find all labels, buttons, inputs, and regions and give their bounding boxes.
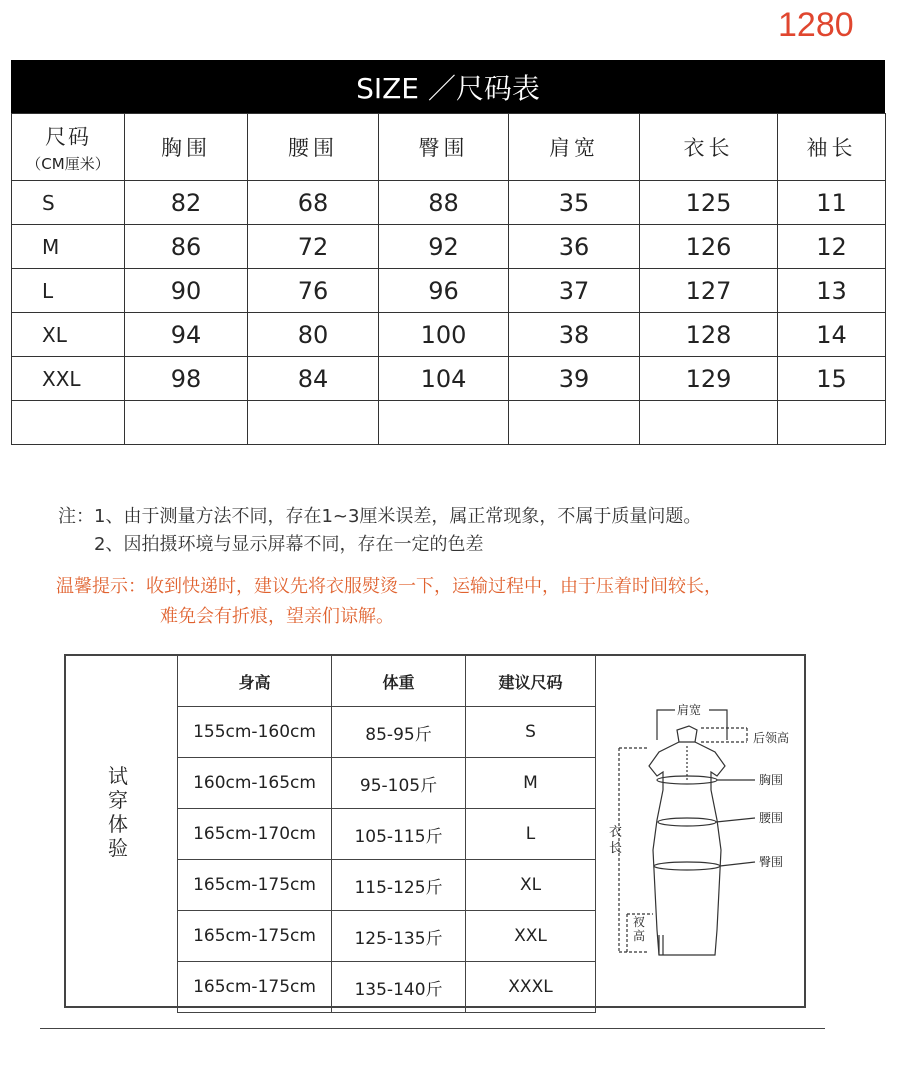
table-cell: 12 xyxy=(778,225,886,269)
empty-cell xyxy=(379,401,509,445)
table-cell: 104 xyxy=(379,357,509,401)
column-header: 肩宽 xyxy=(509,114,640,181)
suggested-size-cell: L xyxy=(466,809,596,860)
height-cell: 165cm-175cm xyxy=(178,860,332,911)
size-table xyxy=(11,113,886,445)
dress-outline xyxy=(649,742,725,955)
column-header: 体重 xyxy=(332,656,466,707)
table-cell: 72 xyxy=(248,225,379,269)
size-header-unit: （CM厘米） xyxy=(26,154,110,173)
table-cell: 128 xyxy=(640,313,778,357)
table-cell: 94 xyxy=(125,313,248,357)
size-cell: M xyxy=(12,225,125,269)
suggested-size-cell: XXXL xyxy=(466,962,596,1013)
tips xyxy=(56,572,722,632)
table-row xyxy=(178,758,596,809)
table-cell: 90 xyxy=(125,269,248,313)
table-cell: 127 xyxy=(640,269,778,313)
fit-experience-label xyxy=(108,764,132,860)
column-header: 身高 xyxy=(178,656,332,707)
side-label-char: 体 xyxy=(108,812,128,836)
shoulder-label: 肩宽 xyxy=(677,703,702,717)
height-cell: 160cm-165cm xyxy=(178,758,332,809)
hip-ellipse xyxy=(654,862,720,870)
table-cell: 80 xyxy=(248,313,379,357)
height-cell: 155cm-160cm xyxy=(178,707,332,758)
empty-cell xyxy=(640,401,778,445)
side-label-char: 验 xyxy=(108,836,128,860)
table-row xyxy=(178,911,596,962)
table-cell: 92 xyxy=(379,225,509,269)
size-header-label: 尺码 xyxy=(45,124,91,149)
table-row xyxy=(12,225,886,269)
table-cell: 129 xyxy=(640,357,778,401)
table-cell: 86 xyxy=(125,225,248,269)
table-cell: 13 xyxy=(778,269,886,313)
table-row xyxy=(12,269,886,313)
tip-line-1: 温馨提示：收到快递时，建议先将衣服熨烫一下，运输过程中，由于压着时间较长， xyxy=(56,576,722,597)
empty-cell xyxy=(248,401,379,445)
column-header: 腰围 xyxy=(248,114,379,181)
table-row xyxy=(12,313,886,357)
suggested-size-cell: XL xyxy=(466,860,596,911)
bottom-divider xyxy=(40,1028,825,1029)
table-row xyxy=(178,707,596,758)
weight-cell: 135-140斤 xyxy=(332,962,466,1013)
size-cell: S xyxy=(12,181,125,225)
size-table-title: SIZE ／尺码表 xyxy=(11,60,885,113)
table-cell: 37 xyxy=(509,269,640,313)
side-label-char: 试 xyxy=(108,764,128,788)
table-cell: 98 xyxy=(125,357,248,401)
weight-cell: 95-105斤 xyxy=(332,758,466,809)
column-header: 建议尺码 xyxy=(466,656,596,707)
waist-leader xyxy=(716,818,755,822)
collar-bracket xyxy=(701,728,747,742)
size-header-cell xyxy=(12,114,125,181)
empty-cell xyxy=(509,401,640,445)
note-line-2: 2、因拍摄环境与显示屏幕不同，存在一定的色差 xyxy=(94,534,484,555)
table-row xyxy=(178,860,596,911)
suggested-size-cell: S xyxy=(466,707,596,758)
table-cell: 35 xyxy=(509,181,640,225)
product-code: 1280 xyxy=(778,6,854,44)
length-label: 衣长 xyxy=(609,825,623,856)
table-cell: 84 xyxy=(248,357,379,401)
column-header: 袖长 xyxy=(778,114,886,181)
table-cell: 126 xyxy=(640,225,778,269)
empty-cell xyxy=(125,401,248,445)
table-row xyxy=(178,809,596,860)
hip-leader xyxy=(720,862,755,866)
table-cell: 14 xyxy=(778,313,886,357)
size-cell: XL xyxy=(12,313,125,357)
table-row xyxy=(178,962,596,1013)
height-cell: 165cm-175cm xyxy=(178,911,332,962)
notes xyxy=(58,503,701,559)
tip-line-2: 难免会有折痕，望亲们谅解。 xyxy=(160,606,394,627)
weight-cell: 115-125斤 xyxy=(332,860,466,911)
table-cell: 68 xyxy=(248,181,379,225)
column-header: 臀围 xyxy=(379,114,509,181)
table-cell: 11 xyxy=(778,181,886,225)
table-row xyxy=(12,357,886,401)
table-cell: 15 xyxy=(778,357,886,401)
suggested-size-cell: XXL xyxy=(466,911,596,962)
table-cell: 82 xyxy=(125,181,248,225)
weight-cell: 85-95斤 xyxy=(332,707,466,758)
collar-label: 后领高 xyxy=(753,731,790,745)
table-cell: 39 xyxy=(509,357,640,401)
height-cell: 165cm-175cm xyxy=(178,962,332,1013)
size-table-header-row xyxy=(12,114,886,181)
suggested-size-cell: M xyxy=(466,758,596,809)
weight-cell: 125-135斤 xyxy=(332,911,466,962)
side-label-char: 穿 xyxy=(108,788,128,812)
table-cell: 100 xyxy=(379,313,509,357)
table-cell: 96 xyxy=(379,269,509,313)
empty-cell xyxy=(12,401,125,445)
waist-label: 腰围 xyxy=(759,811,784,825)
waist-ellipse xyxy=(658,818,716,826)
note-line-1: 注：1、由于测量方法不同，存在1~3厘米误差，属正常现象，不属于质量问题。 xyxy=(58,506,702,527)
column-header: 衣长 xyxy=(640,114,778,181)
empty-cell xyxy=(778,401,886,445)
size-cell: L xyxy=(12,269,125,313)
chest-label: 胸围 xyxy=(759,773,784,787)
height-cell: 165cm-170cm xyxy=(178,809,332,860)
table-cell: 88 xyxy=(379,181,509,225)
slit-line xyxy=(659,935,663,955)
table-cell: 76 xyxy=(248,269,379,313)
weight-cell: 105-115斤 xyxy=(332,809,466,860)
qipao-measurement-diagram xyxy=(597,680,803,980)
fit-table-header-row xyxy=(178,656,596,707)
table-cell: 36 xyxy=(509,225,640,269)
column-header: 胸围 xyxy=(125,114,248,181)
hip-label: 臀围 xyxy=(759,855,784,869)
table-cell: 125 xyxy=(640,181,778,225)
empty-table-row xyxy=(12,401,886,445)
slit-label: 衩高 xyxy=(633,915,646,943)
table-cell: 38 xyxy=(509,313,640,357)
collar-shape xyxy=(677,726,697,742)
fit-table xyxy=(177,655,596,1013)
size-cell: XXL xyxy=(12,357,125,401)
table-row xyxy=(12,181,886,225)
